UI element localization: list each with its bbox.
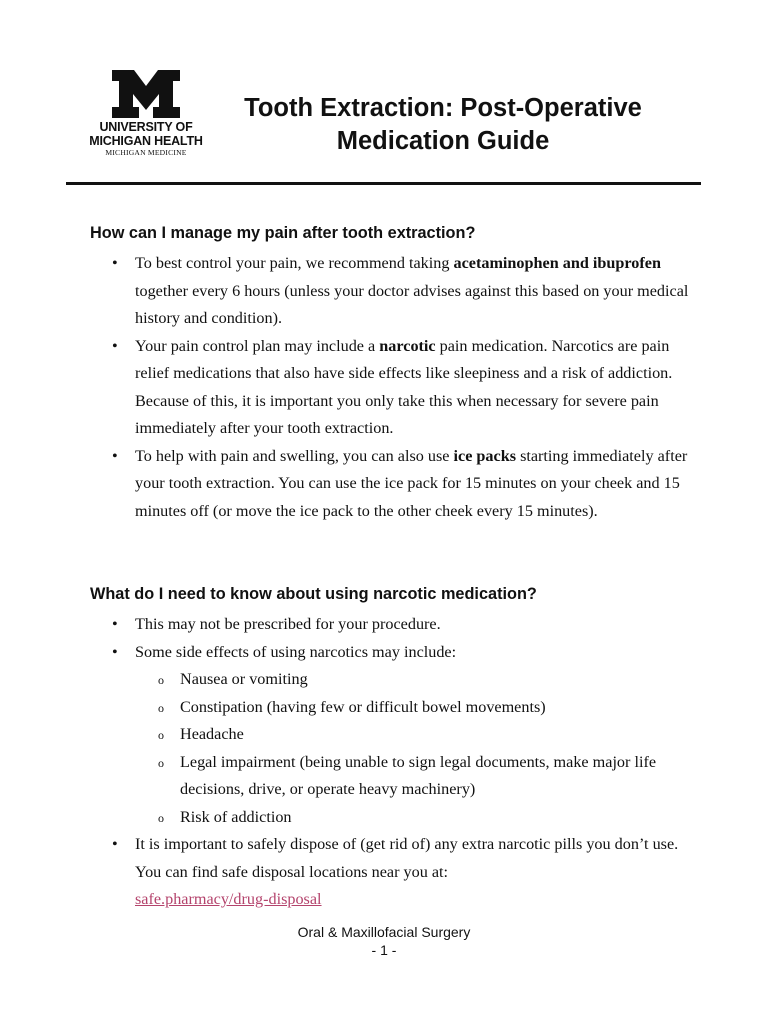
- drug-disposal-link[interactable]: safe.pharmacy/drug-disposal: [135, 890, 322, 908]
- list-item-bold: narcotic: [379, 336, 436, 355]
- list-item-text: Your pain control plan may include a: [135, 336, 380, 355]
- university-logo: [88, 68, 204, 157]
- header-divider: [66, 182, 701, 185]
- footer-page-number: - 1 -: [371, 942, 397, 958]
- footer-department: Oral & Maxillofacial Surgery: [297, 924, 471, 940]
- list-item-text: Some side effects of using narcotics may include:: [135, 642, 457, 661]
- list-item: [90, 443, 690, 526]
- list-item-text: To best control your pain, we recommend taking: [135, 254, 454, 272]
- pain-management-section: [90, 222, 690, 525]
- list-item: [90, 831, 690, 914]
- list-item: [90, 250, 690, 333]
- side-effect-item: o Constipation (having few or difficult bowel movements): [135, 694, 690, 722]
- section-heading: How can I manage my pain after tooth extraction?: [90, 224, 476, 242]
- narcotic-info-list: [90, 611, 690, 914]
- list-item: [90, 333, 690, 443]
- pain-management-list: [90, 250, 690, 525]
- list-item-bold: ice packs: [453, 446, 517, 465]
- side-effect-item: o Legal impairment (being unable to sign legal documents, make major life decisions, drive, or operate heavy machinery): [135, 749, 690, 804]
- logo-text-line3: MICHIGAN MEDICINE: [105, 148, 187, 157]
- block-m-logo-icon: [110, 68, 182, 120]
- page-title-line1: Tooth Extraction: Post-Operative: [244, 94, 642, 122]
- section-heading: What do I need to know about using narcotic medication?: [90, 585, 537, 603]
- list-item-text: It is important to safely dispose of (get rid of) any extra narcotic pills you don’t use. You can find safe disposal locations near you at:: [135, 835, 679, 881]
- side-effects-list: [135, 666, 690, 831]
- list-item: [90, 639, 690, 832]
- page-title-line2: Medication Guide: [336, 127, 550, 155]
- logo-text-line2: MICHIGAN HEALTH: [89, 134, 203, 148]
- list-item: • This may not be prescribed for your procedure.: [90, 611, 690, 639]
- page-title: [205, 92, 681, 158]
- list-item-text: pain medication. Narcotics are pain relief medications that also have side effects like sleepiness and a risk of addiction. Because of this, it is important you only take this when necessary for severe pain immediately after your tooth extraction.: [135, 336, 673, 437]
- narcotic-medication-section: [90, 583, 690, 914]
- list-item-bold: acetaminophen and ibuprofen: [453, 254, 661, 272]
- side-effect-item: o Nausea or vomiting: [135, 666, 690, 694]
- list-item-text: starting immediately after your tooth extraction. You can use the ice pack for 15 minutes on your cheek and 15 minutes off (or move the ice pack to the other cheek every 15 minutes).: [135, 446, 688, 520]
- side-effect-item: o Risk of addiction: [135, 804, 690, 832]
- side-effect-item: o Headache: [135, 721, 690, 749]
- logo-text-line1: UNIVERSITY OF: [99, 120, 193, 134]
- list-item-text: To help with pain and swelling, you can also use: [135, 446, 454, 465]
- list-item-text: together every 6 hours (unless your doctor advises against this based on your medical history and condition).: [135, 281, 689, 327]
